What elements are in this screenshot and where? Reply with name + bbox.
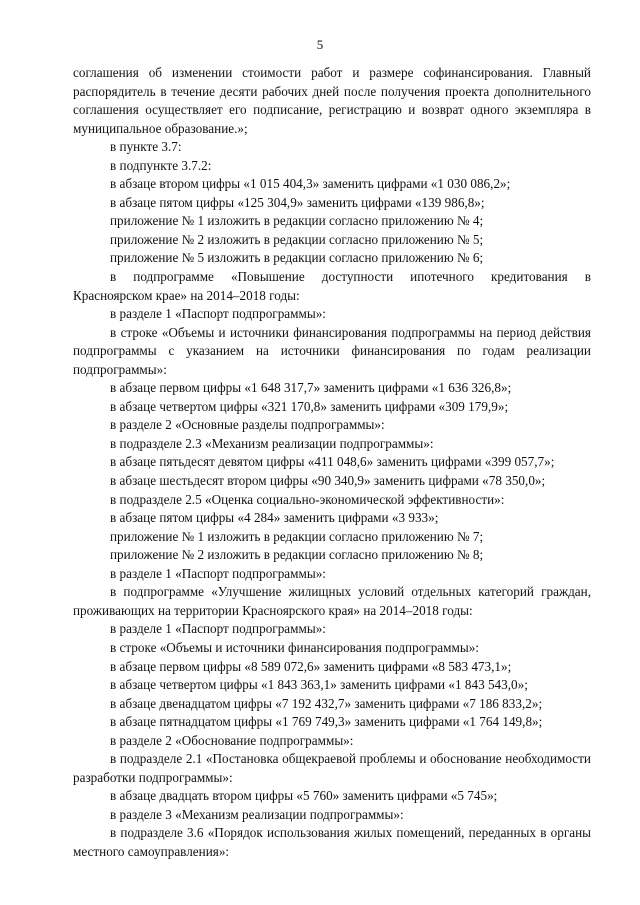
paragraph: в абзаце пятом цифры «4 284» заменить цифрами «3 933»; [110,510,439,526]
paragraph: приложение № 5 изложить в редакции согласно приложению № 6; [110,250,484,266]
paragraph: в подразделе 2.5 «Оценка социально-экономической эффективности»: [110,491,505,507]
paragraph: в подпрограмме «Повышение доступности ипотечного кредитования в Красноярском крае» на 2014–2018 годы: [73,269,591,303]
paragraph: в абзаце четвертом цифры «321 170,8» заменить цифрами «309 179,9»; [110,398,509,414]
paragraph: в подразделе 2.3 «Механизм реализации подпрограммы»: [110,435,434,451]
paragraph: в разделе 3 «Механизм реализации подпрограммы»: [110,806,404,822]
paragraph: приложение № 2 изложить в редакции согласно приложению № 8; [110,547,484,563]
paragraph: приложение № 1 изложить в редакции согласно приложению № 4; [110,213,484,229]
paragraph: в абзаце четвертом цифры «1 843 363,1» заменить цифрами «1 843 543,0»; [110,677,528,693]
paragraph: в подпрограмме «Улучшение жилищных условий отдельных категорий граждан, проживающих на территории Красноярского края» на 2014–2018 годы: [73,584,591,618]
paragraph: в абзаце пятом цифры «125 304,9» заменить цифрами «139 986,8»; [110,194,485,210]
paragraph: в разделе 1 «Паспорт подпрограммы»: [110,306,326,322]
page-number: 5 [316,37,324,52]
paragraph: в абзаце пятнадцатом цифры «1 769 749,3» заменить цифрами «1 764 149,8»; [110,714,543,730]
paragraph: в разделе 2 «Основные разделы подпрограммы»: [110,417,385,433]
paragraph: приложение № 1 изложить в редакции согласно приложению № 7; [110,528,484,544]
paragraph: в пункте 3.7: [110,139,182,155]
paragraph: в абзаце двадцать втором цифры «5 760» заменить цифрами «5 745»; [110,788,498,804]
paragraph: в абзаце первом цифры «8 589 072,6» заменить цифрами «8 583 473,1»; [110,658,512,674]
paragraph: в разделе 1 «Паспорт подпрограммы»: [110,565,326,581]
paragraph: в разделе 1 «Паспорт подпрограммы»: [110,621,326,637]
paragraph: в подразделе 3.6 «Порядок использования жилых помещений, переданных в органы местного самоуправления»: [73,825,591,859]
paragraph: в строке «Объемы и источники финансирования подпрограммы на период действия подпрограммы с указанием на источники финансирования по годам реализации подпрограммы»: [73,324,591,377]
paragraph: в абзаце двенадцатом цифры «7 192 432,7» заменить цифрами «7 186 833,2»; [110,695,543,711]
paragraph: в абзаце втором цифры «1 015 404,3» заменить цифрами «1 030 086,2»; [110,176,511,192]
paragraph: в абзаце первом цифры «1 648 317,7» заменить цифрами «1 636 326,8»; [110,380,512,396]
paragraph: в строке «Объемы и источники финансирования подпрограммы»: [110,639,479,655]
paragraph: соглашения об изменении стоимости работ и размере софинансирования. Главный распорядитель в течение десяти рабочих дней после получения проекта дополнительного соглашения осуществляет его подписание, регистрацию и возврат одного экземпляра в муниципальное образование.»; [73,65,591,136]
paragraph: приложение № 2 изложить в редакции согласно приложению № 5; [110,231,484,247]
paragraph: в абзаце шестьдесят втором цифры «90 340,9» заменить цифрами «78 350,0»; [110,473,546,489]
paragraph: в разделе 2 «Обоснование подпрограммы»: [110,732,354,748]
paragraph: в абзаце пятьдесят девятом цифры «411 048,6» заменить цифрами «399 057,7»; [110,454,555,470]
paragraph: в подпункте 3.7.2: [110,157,212,173]
paragraph: в подразделе 2.1 «Постановка общекраевой проблемы и обоснование необходимости разработки подпрограммы»: [73,751,591,785]
document-body [73,64,591,862]
